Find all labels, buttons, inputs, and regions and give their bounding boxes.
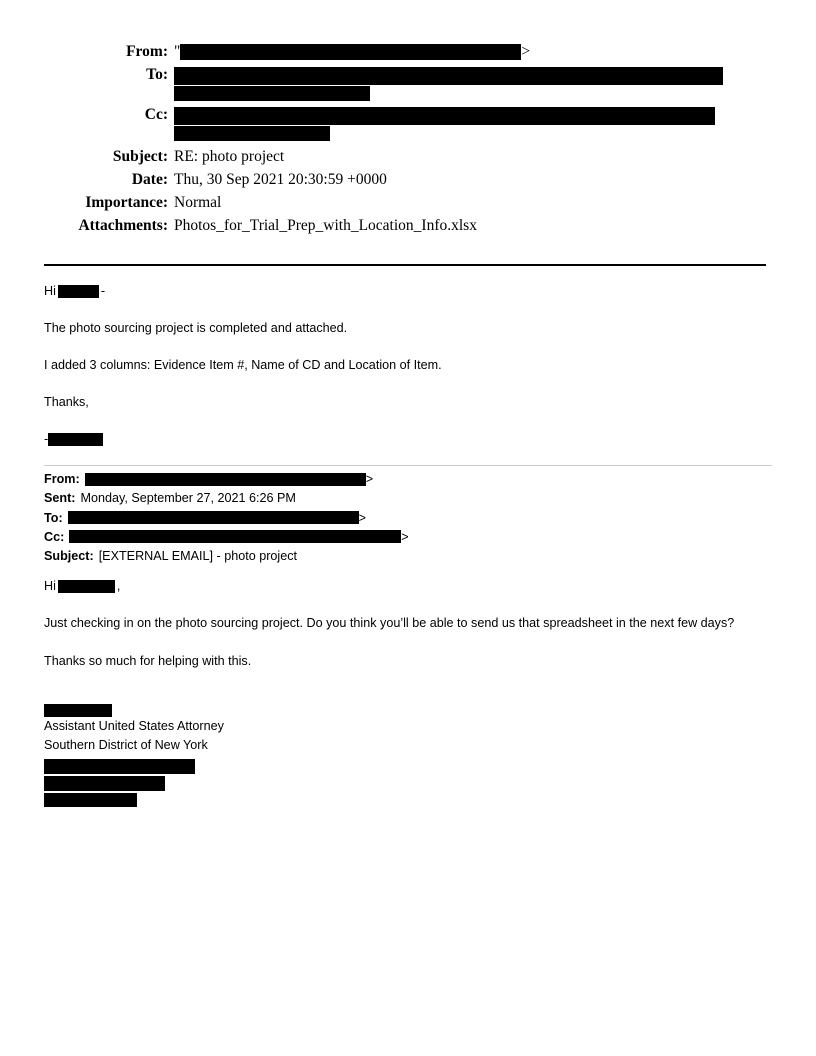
body-signoff-dash: -: [44, 432, 49, 446]
header-label-cc: Cc:: [144, 106, 168, 124]
redaction-bar-quoted-from: [85, 473, 366, 486]
quoted-from-close-angle: >: [365, 472, 374, 486]
redaction-bar-signature-line1: [44, 759, 195, 774]
header-label-date: Date:: [131, 171, 168, 189]
body-paragraph-3: Thanks,: [44, 395, 89, 409]
quoted-label-from: From:: [44, 472, 80, 486]
redaction-bar-body-greeting: [58, 285, 99, 298]
quoted-greeting: [44, 578, 774, 595]
redaction-bar-cc-line2: [174, 126, 330, 141]
quoted-label-cc: Cc:: [44, 529, 65, 544]
quoted-label-subject: Subject:: [44, 549, 94, 563]
from-close-angle: >: [521, 43, 531, 60]
quoted-signature-block: [44, 704, 444, 808]
redaction-bar-signature-line2: [44, 776, 165, 791]
body-signoff: [44, 431, 774, 448]
header-label-subject: Subject:: [112, 148, 168, 166]
quoted-row-subject: [44, 547, 774, 565]
quoted-email-body: [44, 578, 774, 690]
redaction-bar-to-line2: [174, 86, 370, 101]
header-row-from: [44, 44, 772, 60]
header-row-to: [44, 67, 772, 101]
signature-name-redaction: [44, 704, 444, 717]
redaction-bar-to-line1: [174, 67, 723, 85]
header-row-cc: [44, 107, 772, 141]
quoted-to-close-angle: >: [358, 510, 367, 525]
from-open-quote: ": [174, 43, 181, 60]
header-row-attachments: [44, 218, 772, 234]
signature-contact-redaction-2: [44, 776, 444, 791]
header-label-from: From:: [126, 43, 168, 60]
signature-contact-redaction-3: [44, 793, 444, 807]
header-value-attachments[interactable]: Photos_for_Trial_Prep_with_Location_Info.xlsx: [174, 217, 477, 235]
quoted-greeting-text: Hi: [44, 579, 56, 593]
signature-title: Assistant United States Attorney: [44, 719, 224, 733]
quoted-row-sent: [44, 489, 774, 507]
quoted-row-to: [44, 509, 774, 527]
quoted-paragraph-1: Just checking in on the photo sourcing project. Do you think you’ll be able to send us that spreadsheet in the next few days?: [44, 616, 735, 631]
quoted-row-cc: [44, 528, 774, 546]
email-header: [44, 44, 772, 241]
header-row-date: [44, 172, 772, 188]
body-greeting-text: Hi: [44, 284, 56, 298]
redaction-bar-body-signoff: [48, 433, 103, 446]
header-value-subject: RE: photo project: [174, 148, 285, 166]
header-label-importance: Importance:: [85, 194, 168, 212]
redaction-bar-cc-line1: [174, 107, 715, 125]
redaction-bar-quoted-cc: [69, 530, 401, 543]
redaction-bar-quoted-greeting: [58, 580, 115, 593]
email-body: [44, 283, 774, 468]
header-label-attachments: Attachments:: [78, 217, 168, 235]
quoted-cc-close-angle: >: [401, 529, 409, 544]
quoted-label-sent: Sent:: [44, 491, 76, 506]
header-label-to: To:: [146, 66, 168, 84]
body-greeting: [44, 283, 774, 300]
quoted-row-from: [44, 470, 774, 488]
header-divider-rule: [44, 264, 766, 266]
quoted-message-divider: [44, 465, 772, 466]
redaction-bar-signature-line3: [44, 793, 137, 807]
quoted-paragraph-2: Thanks so much for helping with this.: [44, 653, 252, 668]
body-greeting-dash: -: [100, 284, 106, 298]
quoted-value-subject: [EXTERNAL EMAIL] - photo project: [98, 549, 298, 563]
header-row-subject: [44, 149, 772, 165]
quoted-label-to: To:: [44, 510, 63, 525]
redaction-bar-from: [180, 44, 521, 60]
header-row-importance: [44, 195, 772, 211]
header-value-from: [174, 44, 772, 60]
header-value-date: Thu, 30 Sep 2021 20:30:59 +0000: [174, 171, 387, 189]
redaction-bar-quoted-to: [68, 511, 359, 524]
quoted-greeting-comma: ,: [116, 579, 121, 593]
header-value-importance: Normal: [174, 194, 222, 212]
quoted-value-sent: Monday, September 27, 2021 6:26 PM: [80, 491, 296, 506]
signature-contact-redaction-1: [44, 759, 444, 774]
body-paragraph-2: I added 3 columns: Evidence Item #, Name of CD and Location of Item.: [44, 358, 442, 372]
signature-office: Southern District of New York: [44, 737, 208, 752]
redaction-bar-signature-name: [44, 704, 112, 717]
body-paragraph-1: The photo sourcing project is completed and attached.: [44, 321, 348, 335]
quoted-email-header: [44, 470, 774, 566]
header-value-cc: [174, 107, 772, 141]
header-value-to: [174, 67, 772, 101]
